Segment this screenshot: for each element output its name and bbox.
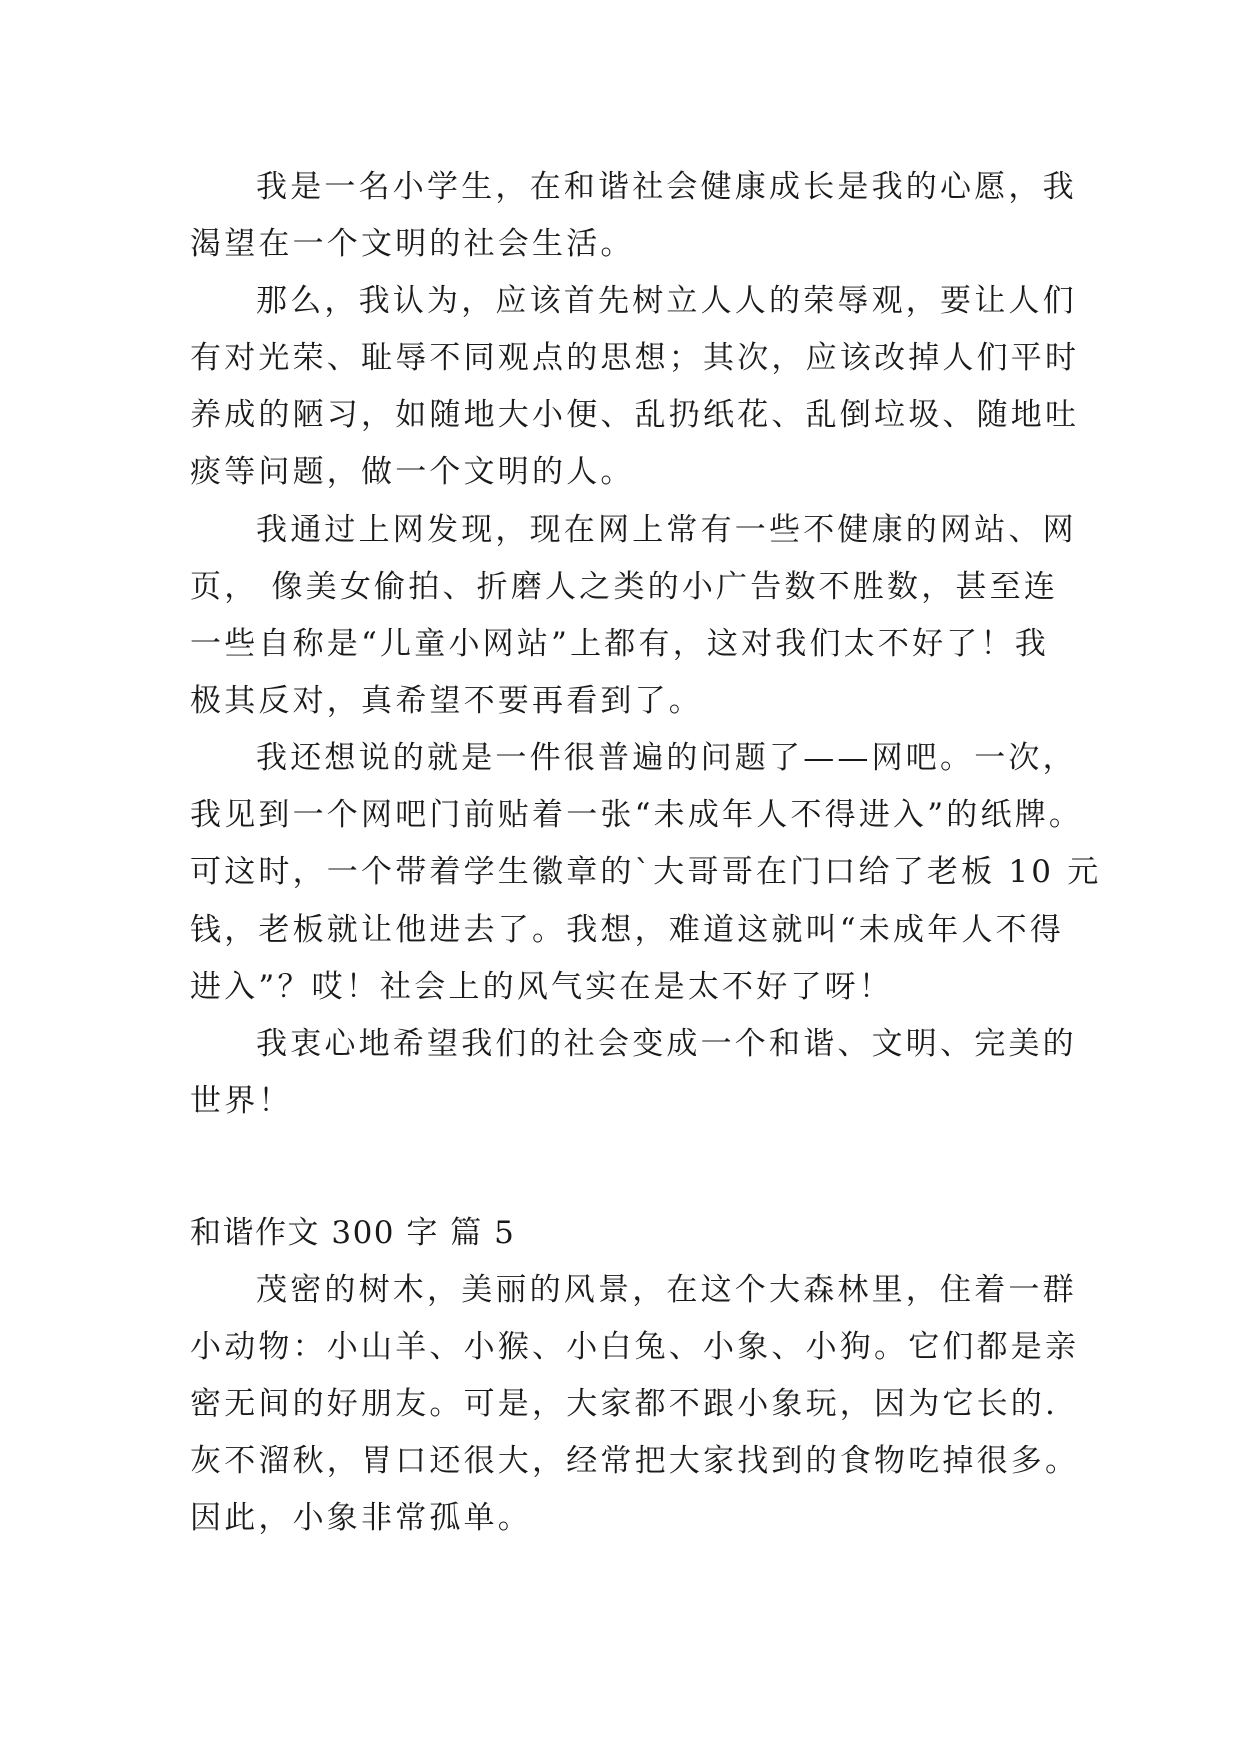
paragraph-line: 养成的陋习，如随地大小便、乱扔纸花、乱倒垃圾、随地吐 xyxy=(190,397,1080,433)
paragraph-line: 我还想说的就是一件很普遍的问题了——网吧。一次， xyxy=(256,740,1077,776)
paragraph-line: 钱，老板就让他进去了。我想，难道这就叫“未成年人不得 xyxy=(190,912,1065,948)
paragraph-line: 我是一名小学生，在和谐社会健康成长是我的心愿，我 xyxy=(256,169,1077,205)
paragraph-line: 痰等问题，做一个文明的人。 xyxy=(190,454,635,490)
paragraph-line: 有对光荣、耻辱不同观点的思想；其次，应该改掉人们平时 xyxy=(190,340,1080,376)
paragraph-line: 小动物：小山羊、小猴、小白兔、小象、小狗。它们都是亲 xyxy=(190,1329,1080,1365)
paragraph-line: 密无间的好朋友。可是，大家都不跟小象玩，因为它长的. xyxy=(190,1386,1059,1422)
paragraph-line: 因此，小象非常孤单。 xyxy=(190,1500,532,1536)
section-heading: 和谐作文 300 字 篇 5 xyxy=(190,1215,516,1251)
paragraph-line: 灰不溜秋，胃口还很大，经常把大家找到的食物吃掉很多。 xyxy=(190,1443,1080,1479)
paragraph-line: 极其反对，真希望不要再看到了。 xyxy=(190,683,703,719)
paragraph-line: 一些自称是“儿童小网站”上都有，这对我们太不好了！我 xyxy=(190,626,1049,662)
paragraph-line: 渴望在一个文明的社会生活。 xyxy=(190,226,635,262)
paragraph-line: 那么，我认为，应该首先树立人人的荣辱观，要让人们 xyxy=(256,283,1077,319)
paragraph-line: 进入”？哎！社会上的风气实在是太不好了呀！ xyxy=(190,969,894,1005)
paragraph-line: 我衷心地希望我们的社会变成一个和谐、文明、完美的 xyxy=(256,1026,1077,1062)
paragraph-line: 我见到一个网吧门前贴着一张“未成年人不得进入”的纸牌。 xyxy=(190,797,1084,833)
paragraph-line: 可这时，一个带着学生徽章的`大哥哥在门口给了老板 10 元 xyxy=(190,854,1102,890)
paragraph-line: 世界！ xyxy=(190,1083,293,1119)
paragraph-line: 页， 像美女偷拍、折磨人之类的小广告数不胜数，甚至连 xyxy=(190,569,1059,605)
paragraph-line: 我通过上网发现，现在网上常有一些不健康的网站、网 xyxy=(256,512,1077,548)
paragraph-line: 茂密的树木，美丽的风景，在这个大森林里，住着一群 xyxy=(256,1272,1077,1308)
